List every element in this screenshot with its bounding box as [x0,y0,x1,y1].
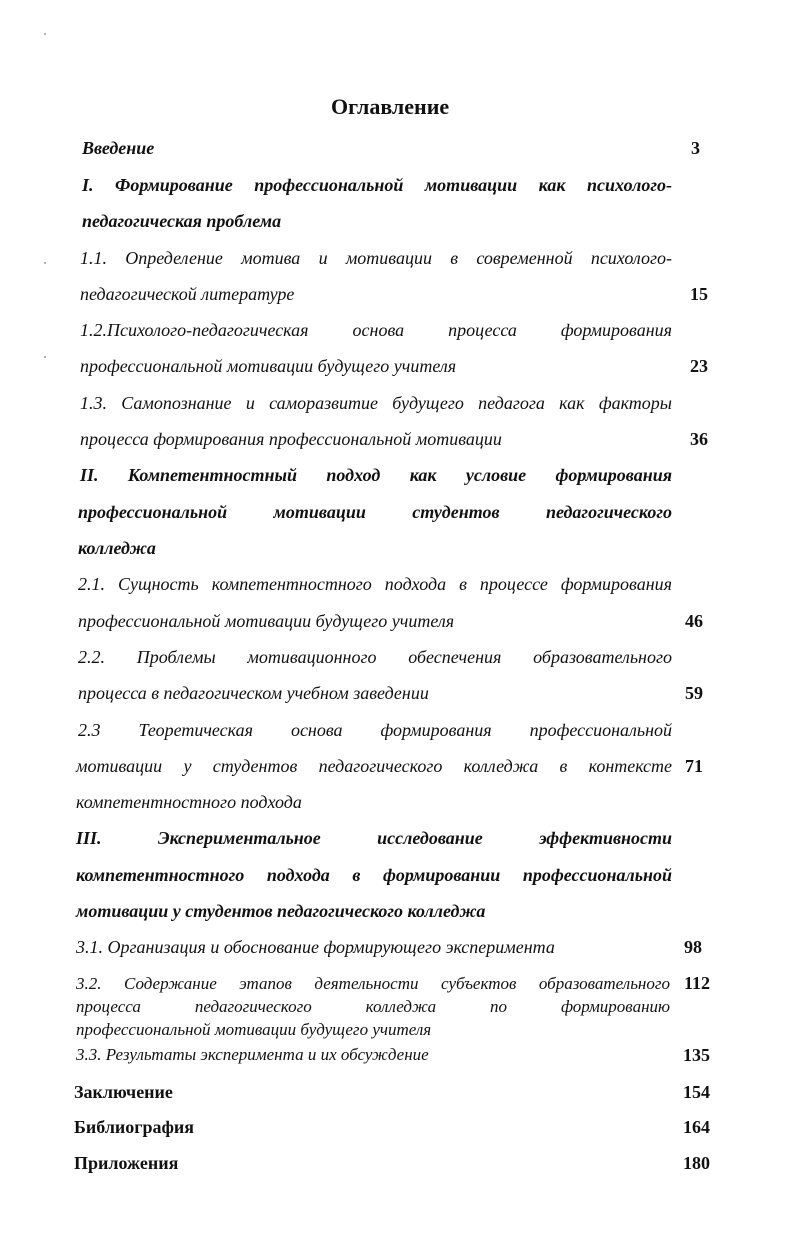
page-number: 23 [690,356,708,376]
toc-entry: процесса в педагогическом учебном заведении [78,683,429,703]
toc-entry-bibliography: Библиография [74,1117,195,1137]
scan-speck [44,33,46,35]
page-number: 112 [683,973,710,993]
scan-speck [44,262,46,264]
page-number: 36 [690,429,708,449]
chapter-heading: III. Экспериментальное исследование эффективности [76,828,672,848]
chapter-heading: педагогическая проблема [82,211,282,231]
chapter-heading: компетентностного подхода в формировании профессиональной [76,865,672,885]
chapter-heading: II. Компетентностный подход как условие формирования [80,465,672,485]
toc-entry-conclusion: Заключение [74,1082,173,1102]
toc-entry: 1.3. Самопознание и саморазвитие будущего педагога как факторы [80,393,672,413]
page-number: 135 [683,1045,710,1065]
page-number: 59 [685,683,703,703]
chapter-heading: I. Формирование профессиональной мотивации как психолого- [82,175,672,195]
page-number: 180 [683,1153,710,1173]
scan-speck [44,356,46,358]
toc-entry: 1.2.Психолого-педагогическая основа процесса формирования [80,320,672,340]
toc-entry-appendix: Приложения [74,1153,179,1173]
toc-entry: 3.2. Содержание этапов деятельности субъектов образовательного [76,974,670,993]
toc-entry: 2.3 Теоретическая основа формирования профессиональной [78,720,672,740]
page-number: 71 [685,756,703,776]
toc-entry: мотивации у студентов педагогического колледжа в контексте [76,756,672,776]
chapter-heading: мотивации у студентов педагогического колледжа [76,901,486,921]
chapter-heading: колледжа [78,538,156,558]
page-number: 98 [684,937,702,957]
page-number: 3 [691,138,700,158]
toc-entry: процесса педагогического колледжа по формированию [76,997,670,1016]
page-title: Оглавление [331,94,450,119]
toc-entry: профессиональной мотивации будущего учителя [80,356,457,376]
toc-entry: компетентностного подхода [76,792,302,812]
toc-entry: 2.1. Сущность компетентностного подхода в процессе формирования [78,574,672,594]
chapter-heading: профессиональной мотивации студентов педагогического [78,502,672,522]
toc-entry: процесса формирования профессиональной мотивации [80,429,502,449]
toc-entry: 3.3. Результаты эксперимента и их обсуждение [76,1045,429,1064]
toc-entry: педагогической литературе [80,284,295,304]
toc-entry: 3.1. Организация и обоснование формирующего эксперимента [76,937,555,957]
toc-entry: 2.2. Проблемы мотивационного обеспечения образовательного [78,647,672,667]
toc-entry: профессиональной мотивации будущего учителя [76,1020,432,1039]
page-number: 15 [690,284,708,304]
toc-entry: 1.1. Определение мотива и мотивации в современной психолого- [80,248,672,268]
page-number: 46 [685,611,703,631]
page-number: 164 [683,1117,710,1137]
toc-entry: профессиональной мотивации будущего учителя [78,611,455,631]
toc-entry-intro: Введение [82,138,155,158]
page-number: 154 [683,1082,710,1102]
